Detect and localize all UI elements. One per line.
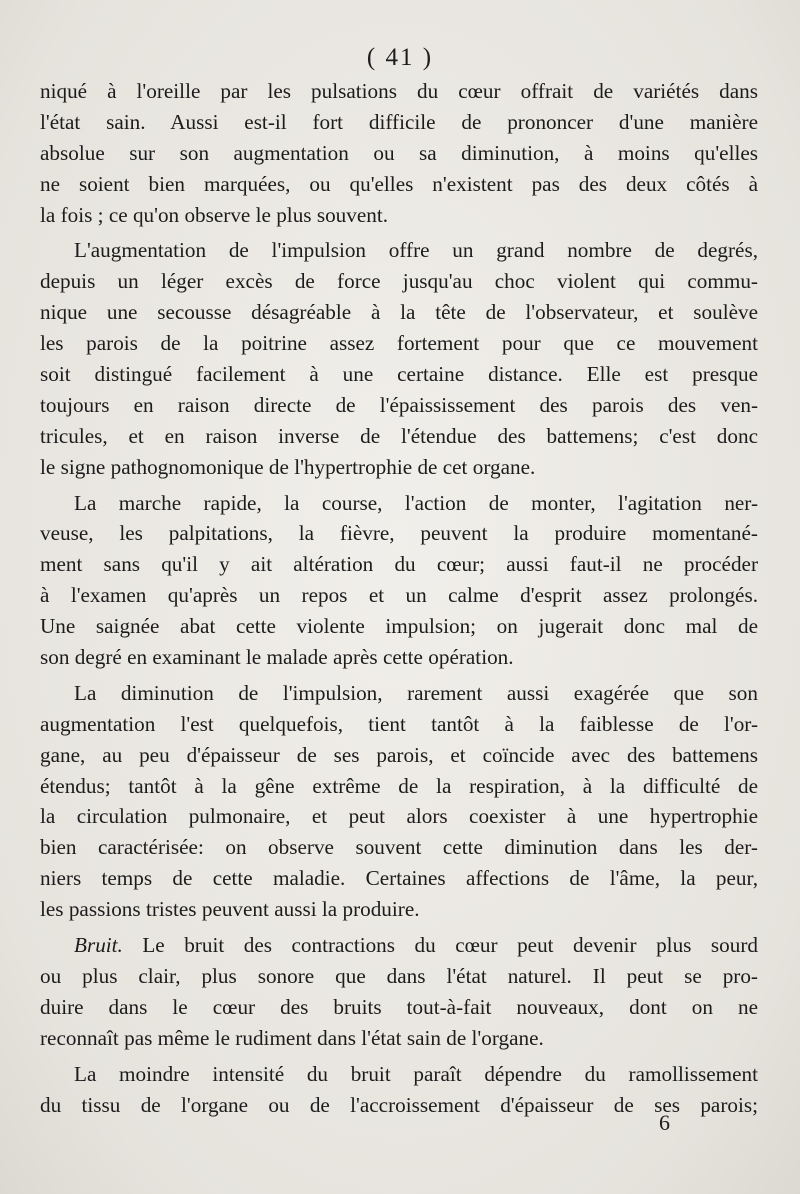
- text-line: les passions tristes peuvent aussi la produire.: [40, 897, 420, 922]
- text-line: depuis un léger excès de force jusqu'au choc violent qui commu-: [40, 269, 758, 294]
- text-line: du tissu de l'organe ou de l'accroissement d'épaisseur de ses parois;: [40, 1092, 758, 1117]
- text-line: la circulation pulmonaire, et peut alors coexister à une hypertrophie: [40, 804, 758, 829]
- paragraph: [40, 678, 758, 925]
- text-line: Une saignée abat cette violente impulsion; on jugerait donc mal de: [40, 614, 758, 639]
- page-number: ( 41 ): [366, 44, 434, 71]
- text-line: ne soient bien marquées, ou qu'elles n'existent pas des deux côtés à: [40, 171, 758, 196]
- text-line: [40, 930, 758, 961]
- text-line: à l'examen qu'après un repos et un calme d'esprit assez prolongés.: [40, 583, 758, 608]
- text-line: gane, au peu d'épaisseur de ses parois, et coïncide avec des battemens: [40, 742, 758, 767]
- paragraph: [40, 930, 758, 1054]
- text-line: nique une secousse désagréable à la tête de l'observateur, et soulève: [40, 300, 758, 325]
- text-line: bien caractérisée: on observe souvent cette diminution dans les der-: [40, 835, 758, 860]
- text-line: son degré en examinant le malade après cette opération.: [40, 645, 514, 670]
- paragraph: [40, 235, 758, 482]
- text-line: tricules, et en raison inverse de l'étendue des battemens; c'est donc: [40, 423, 758, 448]
- text-run: Le bruit des contractions du cœur peut devenir plus sourd: [122, 933, 758, 958]
- text-line: toujours en raison directe de l'épaississement des parois des ven-: [40, 392, 758, 417]
- section-lead: Bruit.: [74, 933, 123, 958]
- body-text: [40, 76, 758, 1120]
- text-line: ou plus clair, plus sonore que dans l'état naturel. Il peut se pro-: [40, 963, 758, 988]
- text-line: les parois de la poitrine assez fortement pour que ce mouvement: [40, 331, 758, 356]
- text-line: ment sans qu'il y ait altération du cœur; aussi faut-il ne procéder: [40, 552, 758, 577]
- paragraph: [40, 1059, 758, 1121]
- text-line: reconnaît pas même le rudiment dans l'état sain de l'organe.: [40, 1025, 544, 1050]
- text-line: le signe pathognomonique de l'hypertrophie de cet organe.: [40, 454, 536, 479]
- text-line: La moindre intensité du bruit paraît dépendre du ramollissement: [74, 1061, 758, 1086]
- text-line: l'état sain. Aussi est-il fort difficile de prononcer d'une manière: [40, 109, 758, 134]
- text-line: soit distingué facilement à une certaine distance. Elle est presque: [40, 362, 758, 387]
- text-line: niqué à l'oreille par les pulsations du cœur offrait de variétés dans: [40, 79, 758, 103]
- text-line: étendus; tantôt à la gêne extrême de la respiration, à la difficulté de: [40, 773, 758, 798]
- text-line: L'augmentation de l'impulsion offre un grand nombre de degrés,: [74, 238, 758, 263]
- paragraph: [40, 76, 758, 230]
- text-line: duire dans le cœur des bruits tout-à-fait nouveaux, dont on ne: [40, 994, 758, 1019]
- text-line: absolue sur son augmentation ou sa diminution, à moins qu'elles: [40, 140, 758, 165]
- text-line: la fois ; ce qu'on observe le plus souvent.: [40, 202, 389, 227]
- text-line: La marche rapide, la course, l'action de monter, l'agitation ner-: [74, 490, 758, 515]
- text-line: veuse, les palpitations, la fièvre, peuvent la produire momentané-: [40, 521, 758, 546]
- signature-mark: 6: [659, 1110, 670, 1135]
- paragraph: [40, 488, 758, 673]
- text-line: augmentation l'est quelquefois, tient tantôt à la faiblesse de l'or-: [40, 711, 758, 736]
- text-line: niers temps de cette maladie. Certaines affections de l'âme, la peur,: [40, 866, 758, 891]
- text-line: La diminution de l'impulsion, rarement aussi exagérée que son: [74, 680, 758, 705]
